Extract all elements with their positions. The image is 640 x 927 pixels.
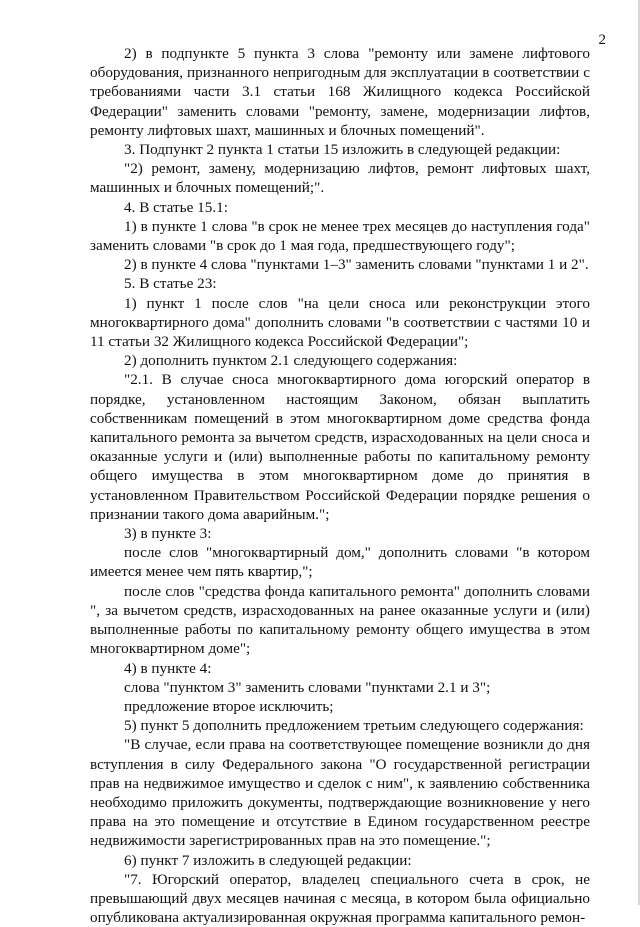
paragraph: 4. В статье 15.1: bbox=[124, 198, 228, 216]
paragraph: "2) ремонт, замену, модернизацию лифтов, ремонт лифтовых шахт, машинных и блочных помещений;". bbox=[90, 160, 590, 197]
paragraph: 6) пункт 7 изложить в следующей редакции: bbox=[124, 851, 412, 869]
paragraph: после слов "средства фонда капитального ремонта" дополнить словами ", за вычетом средств, израсходованных на ранее оказанные услуги и (или) выполненные работы по капитальному ремонту общего имущества в этом многоквартирном доме"; bbox=[90, 582, 590, 658]
paragraph: 3. Подпункт 2 пункта 1 статьи 15 изложить в следующей редакции: bbox=[124, 141, 561, 159]
paragraph: "2.1. В случае сноса многоквартирного дома югорский оператор в порядке, установленном настоящим Законом, обязан выплатить собственникам помещений в этом многоквартирном доме средства фонда капитального ремонта за вычетом средств, израсходованных на цели сноса и оказанные услуги и (или) выполненные работы по капитальному ремонту общего имущества в этом многоквартирном доме до принятия в установленном Правительством Российской Федерации порядке решения о признании такого дома аварийным."; bbox=[90, 371, 590, 523]
document-body bbox=[90, 44, 590, 927]
paragraph: предложение второе исключить; bbox=[124, 697, 334, 715]
paragraph: 1) пункт 1 после слов "на цели сноса или реконструкции этого многоквартирного дома" дополнить словами "в соответствии с частями 10 и 11 статьи 32 Жилищного кодекса Российской Федерации"; bbox=[90, 294, 590, 351]
paragraph: 5. В статье 23: bbox=[124, 275, 217, 293]
paragraph: 5) пункт 5 дополнить предложением третьим следующего содержания: bbox=[124, 717, 584, 735]
paragraph: 2) в пункте 4 слова "пунктами 1–3" заменить словами "пунктами 1 и 2". bbox=[124, 256, 589, 274]
paragraph: 2) дополнить пунктом 2.1 следующего содержания: bbox=[124, 352, 458, 370]
paragraph: 4) в пункте 4: bbox=[124, 659, 212, 677]
paragraph: после слов "многоквартирный дом," дополнить словами "в котором имеется менее чем пять квартир,"; bbox=[90, 544, 590, 581]
paragraph: "В случае, если права на соответствующее помещение возникли до дня вступления в силу Федерального закона "О государственной регистрации прав на недвижимое имущество и сделок с ним", к заявлению собственника необходимо приложить документы, подтверждающие возникновение у него права на это помещение и отсутствие в Едином государственном реестре недвижимости зарегистрированных прав на это помещение."; bbox=[90, 736, 590, 850]
paragraph: 2) в подпункте 5 пункта 3 слова "ремонту или замене лифтового оборудования, признанного непригодным для эксплуатации в соответствии с требованиями части 3.1 статьи 168 Жилищного кодекса Российской Федерации" заменить словами "ремонту, замене, модернизации лифтов, ремонту лифтовых шахт, машинных и блочных помещений". bbox=[90, 45, 590, 139]
paragraph: 3) в пункте 3: bbox=[124, 525, 212, 543]
paragraph: слова "пунктом 3" заменить словами "пунктами 2.1 и 3"; bbox=[124, 678, 491, 696]
paragraph: "7. Югорский оператор, владелец специального счета в срок, не превышающий двух месяцев начиная с месяца, в котором была официально опубликована актуализированная окружная программа капитального ремон- bbox=[90, 870, 590, 927]
paragraph: 1) в пункте 1 слова "в срок не менее трех месяцев до наступления года" заменить словами "в срок до 1 мая года, предшествующего году"; bbox=[90, 217, 590, 255]
page-number: 2 bbox=[598, 32, 606, 48]
